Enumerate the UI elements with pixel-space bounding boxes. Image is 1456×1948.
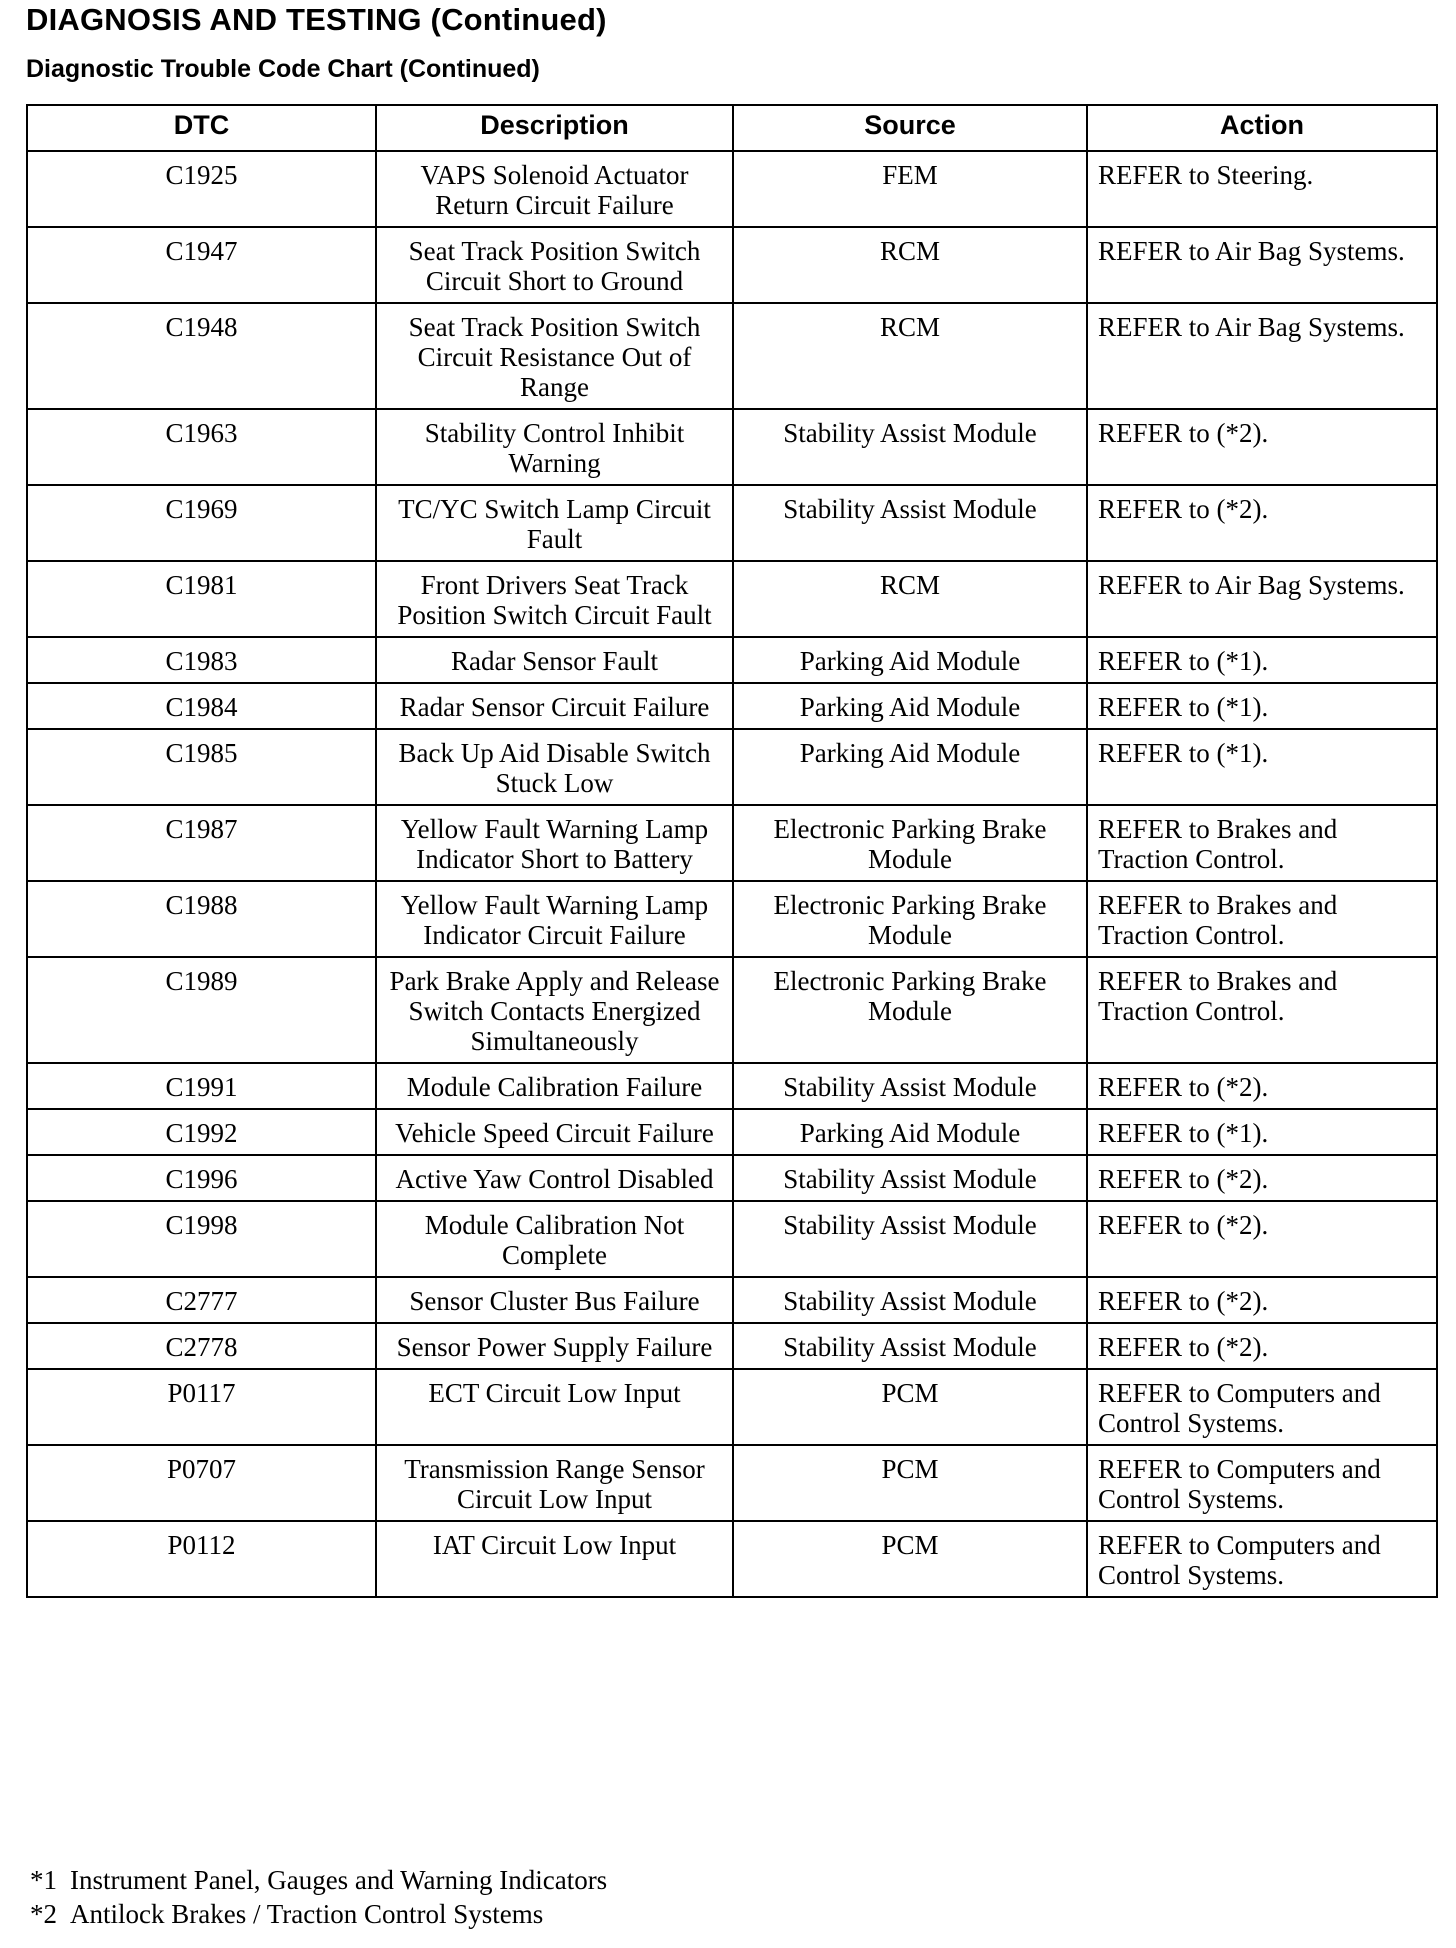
source-cell: Stability Assist Module (733, 1155, 1087, 1201)
column-header-dtc: DTC (27, 105, 376, 151)
description-cell: Yellow Fault Warning Lamp Indicator Short to Battery (376, 805, 733, 881)
table-row (27, 683, 1437, 729)
dtc-table-body (27, 151, 1437, 1597)
footnote-2 (30, 1897, 607, 1931)
table-row (27, 805, 1437, 881)
footnotes (30, 1863, 607, 1931)
dtc-code-cell: C1925 (27, 151, 376, 227)
description-cell: Active Yaw Control Disabled (376, 1155, 733, 1201)
dtc-code-cell: C1988 (27, 881, 376, 957)
action-cell: REFER to (*2). (1087, 1063, 1437, 1109)
action-cell: REFER to (*2). (1087, 1277, 1437, 1323)
source-cell: Stability Assist Module (733, 1277, 1087, 1323)
source-cell: RCM (733, 227, 1087, 303)
source-cell: PCM (733, 1369, 1087, 1445)
action-cell: REFER to (*1). (1087, 729, 1437, 805)
footnote-text: Instrument Panel, Gauges and Warning Indicators (70, 1865, 608, 1895)
dtc-code-cell: C1998 (27, 1201, 376, 1277)
dtc-table (26, 104, 1438, 1598)
source-cell: PCM (733, 1445, 1087, 1521)
description-cell: IAT Circuit Low Input (376, 1521, 733, 1597)
table-row (27, 1369, 1437, 1445)
dtc-code-cell: C1991 (27, 1063, 376, 1109)
source-cell: Parking Aid Module (733, 637, 1087, 683)
description-cell: Radar Sensor Fault (376, 637, 733, 683)
dtc-code-cell: C1984 (27, 683, 376, 729)
table-row (27, 881, 1437, 957)
dtc-code-cell: C1983 (27, 637, 376, 683)
source-cell: Stability Assist Module (733, 1063, 1087, 1109)
column-header-description: Description (376, 105, 733, 151)
column-header-source: Source (733, 105, 1087, 151)
description-cell: Sensor Power Supply Failure (376, 1323, 733, 1369)
action-cell: REFER to Steering. (1087, 151, 1437, 227)
action-cell: REFER to Computers and Control Systems. (1087, 1445, 1437, 1521)
source-cell: Stability Assist Module (733, 409, 1087, 485)
table-row (27, 1063, 1437, 1109)
source-cell: Electronic Parking Brake Module (733, 881, 1087, 957)
dtc-code-cell: C2777 (27, 1277, 376, 1323)
action-cell: REFER to Air Bag Systems. (1087, 227, 1437, 303)
action-cell: REFER to (*2). (1087, 1323, 1437, 1369)
table-row (27, 1155, 1437, 1201)
action-cell: REFER to (*1). (1087, 637, 1437, 683)
source-cell: Stability Assist Module (733, 1323, 1087, 1369)
source-cell: Electronic Parking Brake Module (733, 805, 1087, 881)
dtc-code-cell: C1989 (27, 957, 376, 1063)
table-row (27, 1277, 1437, 1323)
table-row (27, 409, 1437, 485)
dtc-code-cell: C2778 (27, 1323, 376, 1369)
description-cell: Transmission Range Sensor Circuit Low Input (376, 1445, 733, 1521)
source-cell: Stability Assist Module (733, 485, 1087, 561)
footnote-text: Antilock Brakes / Traction Control Systems (70, 1899, 544, 1929)
action-cell: REFER to (*2). (1087, 1201, 1437, 1277)
description-cell: TC/YC Switch Lamp Circuit Fault (376, 485, 733, 561)
table-row (27, 561, 1437, 637)
source-cell: PCM (733, 1521, 1087, 1597)
table-row (27, 637, 1437, 683)
action-cell: REFER to (*1). (1087, 683, 1437, 729)
description-cell: Yellow Fault Warning Lamp Indicator Circuit Failure (376, 881, 733, 957)
action-cell: REFER to Brakes and Traction Control. (1087, 957, 1437, 1063)
description-cell: Vehicle Speed Circuit Failure (376, 1109, 733, 1155)
dtc-code-cell: P0117 (27, 1369, 376, 1445)
table-header-row (27, 105, 1437, 151)
action-cell: REFER to Air Bag Systems. (1087, 303, 1437, 409)
action-cell: REFER to Computers and Control Systems. (1087, 1521, 1437, 1597)
source-cell: FEM (733, 151, 1087, 227)
description-cell: Back Up Aid Disable Switch Stuck Low (376, 729, 733, 805)
footnote-1 (30, 1863, 607, 1897)
table-row (27, 151, 1437, 227)
dtc-code-cell: P0707 (27, 1445, 376, 1521)
description-cell: Front Drivers Seat Track Position Switch Circuit Fault (376, 561, 733, 637)
description-cell: Seat Track Position Switch Circuit Short to Ground (376, 227, 733, 303)
table-row (27, 1201, 1437, 1277)
description-cell: VAPS Solenoid Actuator Return Circuit Failure (376, 151, 733, 227)
action-cell: REFER to Computers and Control Systems. (1087, 1369, 1437, 1445)
source-cell: RCM (733, 303, 1087, 409)
description-cell: Seat Track Position Switch Circuit Resistance Out of Range (376, 303, 733, 409)
source-cell: Electronic Parking Brake Module (733, 957, 1087, 1063)
table-row (27, 957, 1437, 1063)
description-cell: ECT Circuit Low Input (376, 1369, 733, 1445)
description-cell: Sensor Cluster Bus Failure (376, 1277, 733, 1323)
dtc-code-cell: C1992 (27, 1109, 376, 1155)
source-cell: Parking Aid Module (733, 729, 1087, 805)
description-cell: Park Brake Apply and Release Switch Contacts Energized Simultaneously (376, 957, 733, 1063)
table-row (27, 227, 1437, 303)
footnote-mark: *1 (30, 1865, 57, 1895)
table-row (27, 303, 1437, 409)
action-cell: REFER to (*2). (1087, 1155, 1437, 1201)
description-cell: Module Calibration Failure (376, 1063, 733, 1109)
footnote-mark: *2 (30, 1899, 57, 1929)
action-cell: REFER to Brakes and Traction Control. (1087, 881, 1437, 957)
column-header-action: Action (1087, 105, 1437, 151)
dtc-code-cell: C1963 (27, 409, 376, 485)
action-cell: REFER to (*2). (1087, 409, 1437, 485)
table-row (27, 1109, 1437, 1155)
description-cell: Stability Control Inhibit Warning (376, 409, 733, 485)
dtc-code-cell: C1985 (27, 729, 376, 805)
dtc-code-cell: C1969 (27, 485, 376, 561)
table-row (27, 729, 1437, 805)
source-cell: RCM (733, 561, 1087, 637)
dtc-code-cell: C1996 (27, 1155, 376, 1201)
action-cell: REFER to Brakes and Traction Control. (1087, 805, 1437, 881)
dtc-code-cell: C1987 (27, 805, 376, 881)
table-row (27, 485, 1437, 561)
source-cell: Stability Assist Module (733, 1201, 1087, 1277)
chart-subtitle: Diagnostic Trouble Code Chart (Continued) (26, 55, 540, 83)
table-row (27, 1323, 1437, 1369)
dtc-code-cell: C1981 (27, 561, 376, 637)
action-cell: REFER to (*1). (1087, 1109, 1437, 1155)
source-cell: Parking Aid Module (733, 683, 1087, 729)
page-title: DIAGNOSIS AND TESTING (Continued) (26, 2, 607, 37)
dtc-code-cell: C1948 (27, 303, 376, 409)
table-row (27, 1445, 1437, 1521)
action-cell: REFER to (*2). (1087, 485, 1437, 561)
table-row (27, 1521, 1437, 1597)
description-cell: Radar Sensor Circuit Failure (376, 683, 733, 729)
dtc-code-cell: C1947 (27, 227, 376, 303)
source-cell: Parking Aid Module (733, 1109, 1087, 1155)
dtc-code-cell: P0112 (27, 1521, 376, 1597)
description-cell: Module Calibration Not Complete (376, 1201, 733, 1277)
action-cell: REFER to Air Bag Systems. (1087, 561, 1437, 637)
